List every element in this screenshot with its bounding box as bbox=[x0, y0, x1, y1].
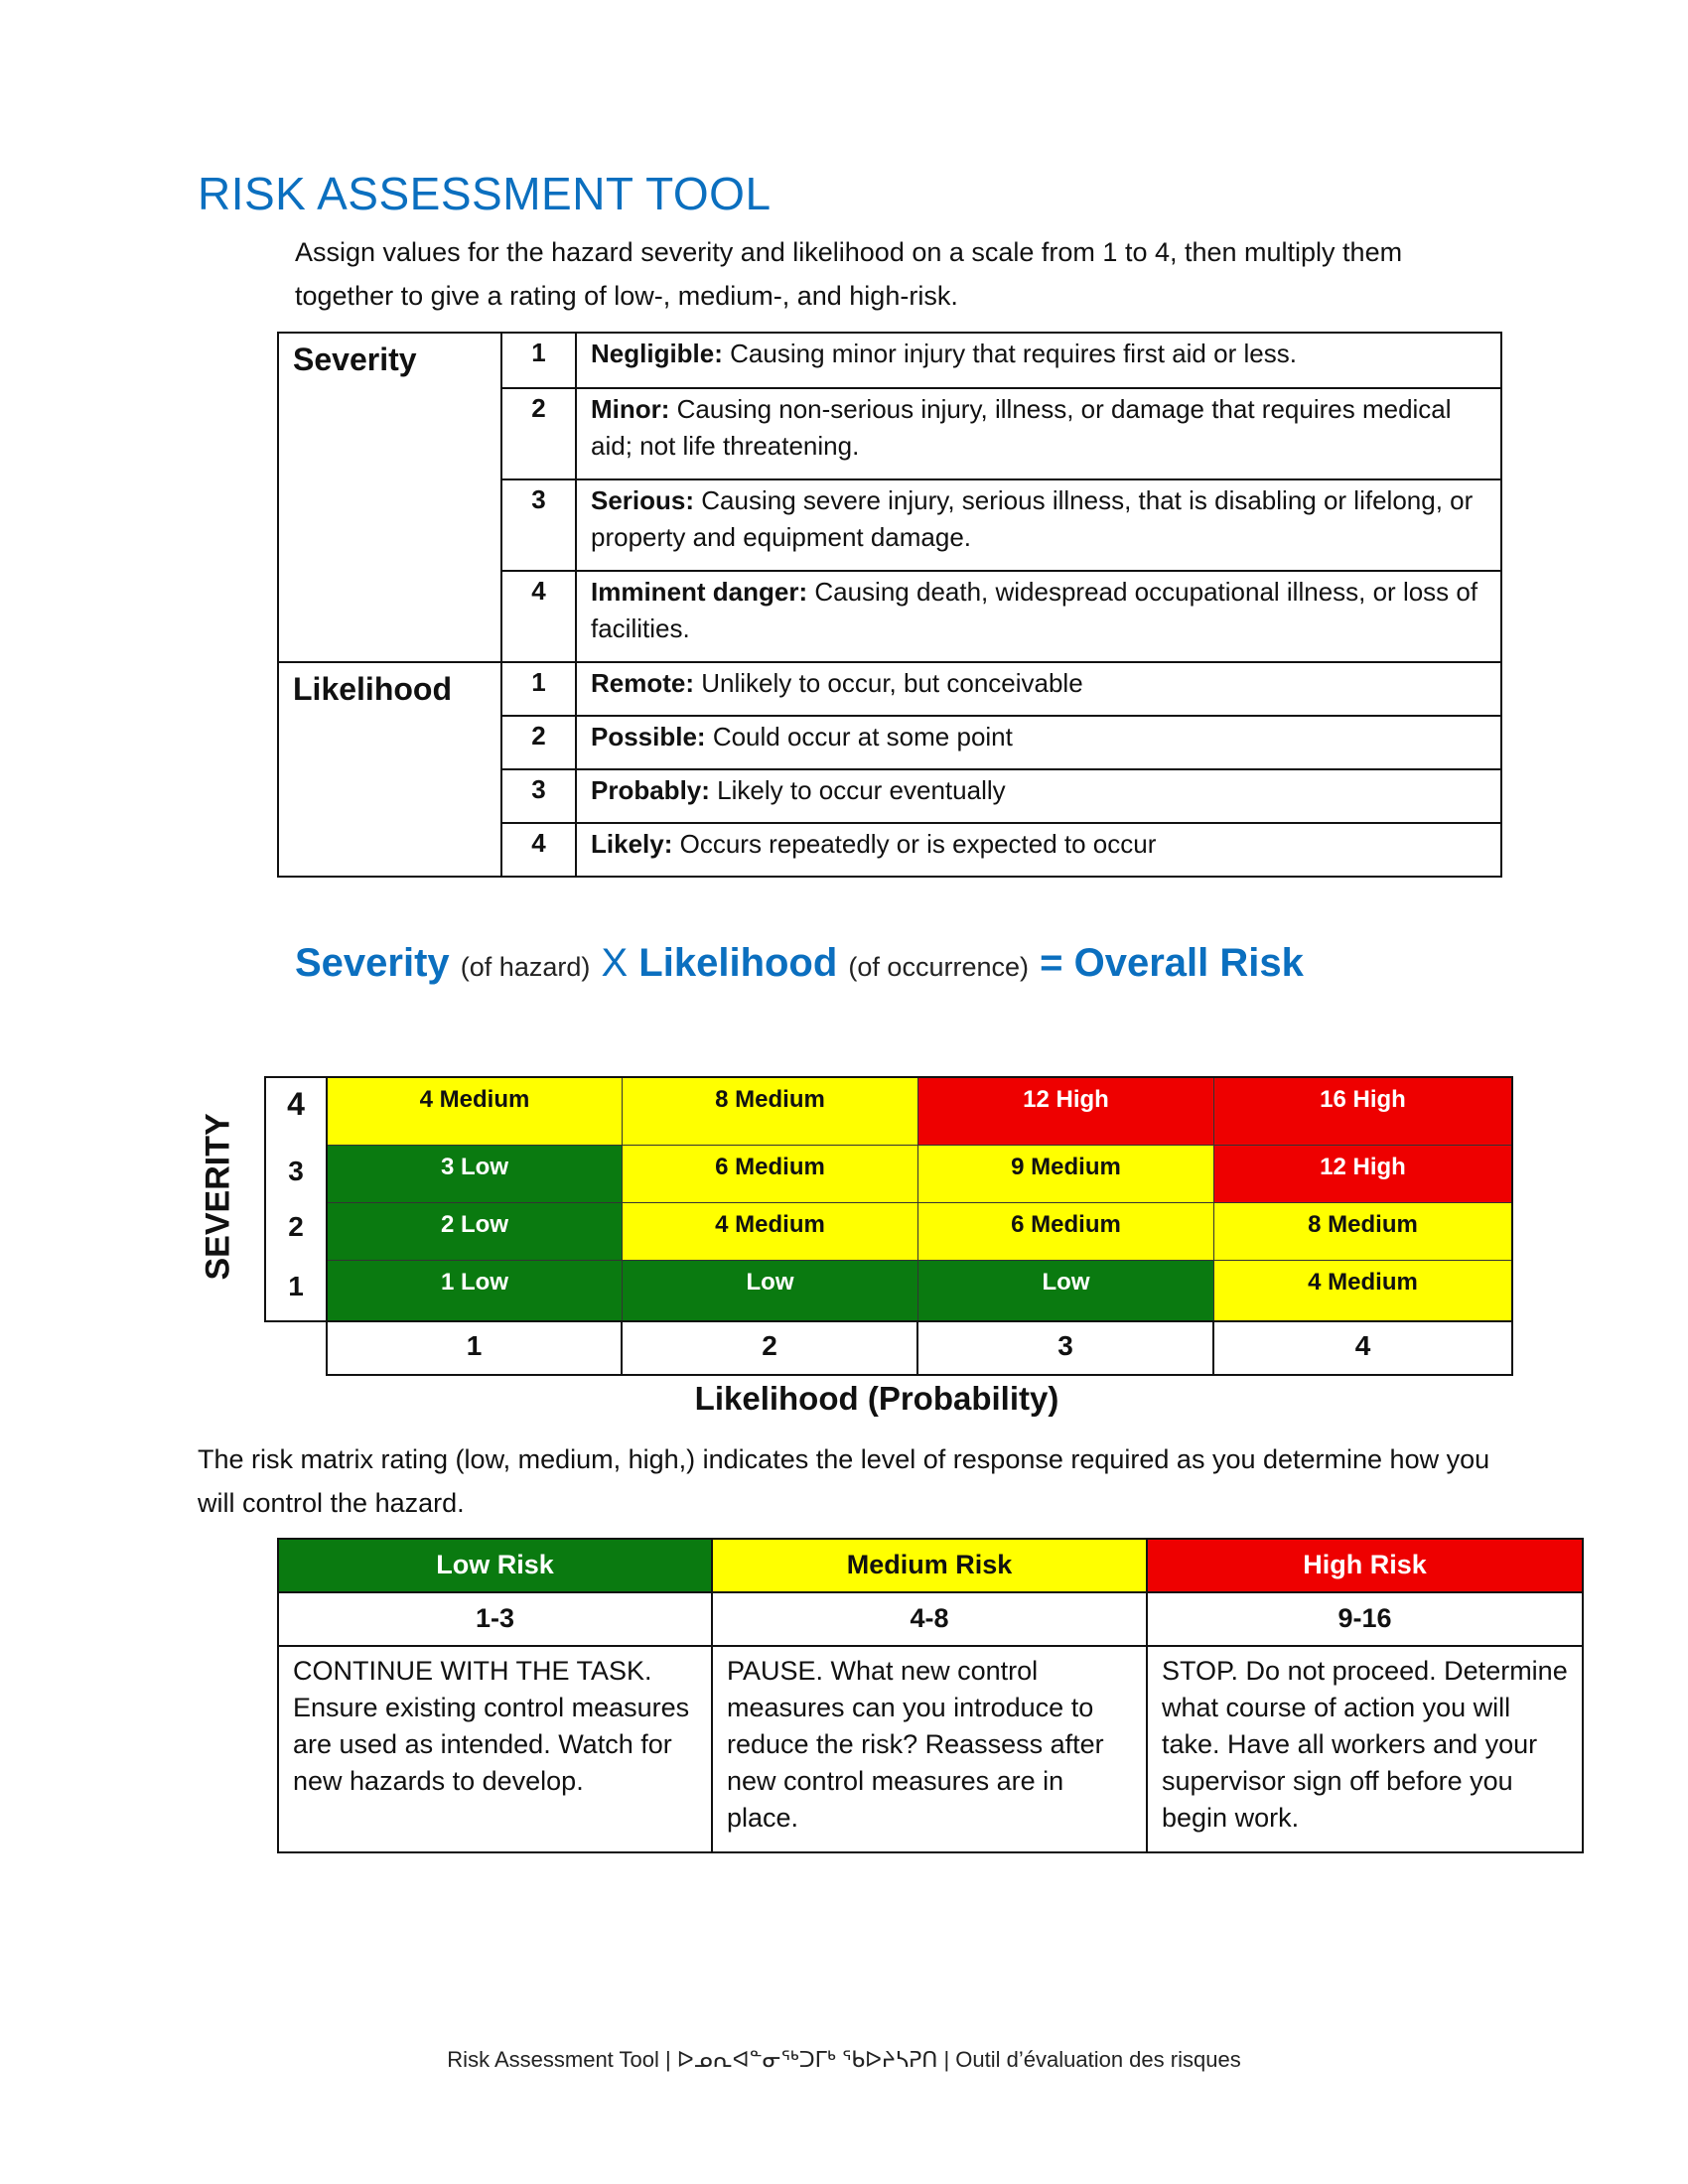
likelihood-num: 3 bbox=[502, 770, 577, 824]
medium-risk-action: PAUSE. What new control measures can you introduce to reduce the risk? Reassess after new control measures are in place. bbox=[727, 1656, 1104, 1833]
likelihood-text: Likely to occur eventually bbox=[709, 775, 1006, 805]
severity-num: 3 bbox=[502, 480, 577, 572]
likelihood-num: 1 bbox=[502, 663, 577, 717]
likelihood-desc bbox=[577, 717, 1500, 770]
row-label: 2 bbox=[288, 1211, 304, 1242]
severity-text: Causing minor injury that requires first aid or less. bbox=[722, 339, 1297, 368]
severity-term: Minor: bbox=[591, 394, 670, 424]
likelihood-text: Could occur at some point bbox=[705, 722, 1013, 751]
medium-risk-column bbox=[713, 1540, 1148, 1851]
severity-term: Serious: bbox=[591, 485, 695, 515]
severity-category-label: Severity bbox=[279, 334, 502, 661]
matrix-cell: Low bbox=[918, 1261, 1214, 1320]
severity-num: 1 bbox=[502, 334, 577, 389]
page-title: RISK ASSESSMENT TOOL bbox=[198, 168, 772, 219]
severity-text: Causing severe injury, serious illness, that is disabling or lifelong, or property and equipment damage. bbox=[591, 485, 1474, 552]
matrix-cell: Low bbox=[623, 1261, 918, 1320]
col-label: 4 bbox=[1354, 1330, 1371, 1361]
matrix-cell: 3 Low bbox=[328, 1146, 623, 1203]
severity-desc bbox=[577, 334, 1500, 389]
severity-desc bbox=[577, 480, 1500, 572]
low-risk-action: CONTINUE WITH THE TASK. Ensure existing control measures are used as intended. Watch for new hazards to develop. bbox=[293, 1656, 690, 1796]
matrix-cell: 1 Low bbox=[328, 1261, 623, 1320]
col-label: 2 bbox=[623, 1320, 918, 1374]
col-label: 1 bbox=[328, 1320, 623, 1374]
matrix-cell: 2 Low bbox=[328, 1203, 623, 1261]
severity-desc bbox=[577, 389, 1500, 480]
matrix-cell: 6 Medium bbox=[918, 1203, 1214, 1261]
matrix-cell: 8 Medium bbox=[623, 1078, 918, 1146]
row-label: 1 bbox=[288, 1271, 304, 1301]
likelihood-term: Likely: bbox=[591, 829, 673, 859]
matrix-cell: 6 Medium bbox=[623, 1146, 918, 1203]
matrix-cell: 8 Medium bbox=[1214, 1203, 1511, 1261]
formula-severity: Severity bbox=[295, 941, 450, 985]
low-risk-column bbox=[279, 1540, 713, 1851]
severity-desc bbox=[577, 572, 1500, 661]
high-risk-range: 9-16 bbox=[1148, 1593, 1582, 1647]
matrix-cell: 16 High bbox=[1214, 1078, 1511, 1146]
risk-matrix bbox=[326, 1076, 1513, 1322]
severity-text: Causing death, widespread occupational illness, or loss of facilities. bbox=[591, 577, 1478, 643]
matrix-note: The risk matrix rating (low, medium, high,) indicates the level of response required as you determine how you will control the hazard. bbox=[198, 1444, 1490, 1518]
severity-axis-label: SEVERITY bbox=[199, 1113, 237, 1281]
row-label: 4 bbox=[287, 1086, 305, 1122]
formula-of-occurrence: (of occurrence) bbox=[848, 952, 1029, 982]
high-risk-column bbox=[1148, 1540, 1582, 1851]
formula-overall-risk: = Overall Risk bbox=[1040, 941, 1304, 985]
risk-formula bbox=[295, 941, 1304, 986]
matrix-cell: 12 High bbox=[918, 1078, 1214, 1146]
formula-of-hazard: (of hazard) bbox=[460, 952, 591, 982]
matrix-cell: 4 Medium bbox=[1214, 1261, 1511, 1320]
likelihood-desc bbox=[577, 824, 1500, 876]
formula-times: X bbox=[601, 941, 629, 985]
severity-term: Imminent danger: bbox=[591, 577, 808, 607]
low-risk-range: 1-3 bbox=[279, 1593, 711, 1647]
likelihood-term: Remote: bbox=[591, 668, 695, 698]
definitions-table bbox=[277, 332, 1502, 878]
likelihood-text: Occurs repeatedly or is expected to occur bbox=[672, 829, 1157, 859]
severity-term: Negligible: bbox=[591, 339, 723, 368]
matrix-cell: 4 Medium bbox=[623, 1203, 918, 1261]
col-label: 3 bbox=[918, 1320, 1214, 1374]
response-table bbox=[277, 1538, 1584, 1853]
likelihood-num: 4 bbox=[502, 824, 577, 876]
likelihood-axis-label: Likelihood (Probability) bbox=[694, 1380, 1059, 1417]
likelihood-axis bbox=[326, 1320, 1513, 1376]
formula-likelihood: Likelihood bbox=[638, 941, 838, 985]
medium-risk-range: 4-8 bbox=[713, 1593, 1146, 1647]
high-risk-header: High Risk bbox=[1148, 1540, 1582, 1593]
likelihood-category-label: Likelihood bbox=[279, 661, 502, 876]
severity-num: 2 bbox=[502, 389, 577, 480]
high-risk-action: STOP. Do not proceed. Determine what course of action you will take. Have all workers and your supervisor sign off before you begin work. bbox=[1162, 1656, 1568, 1833]
severity-text: Causing non-serious injury, illness, or damage that requires medical aid; not life threatening. bbox=[591, 394, 1452, 461]
likelihood-term: Possible: bbox=[591, 722, 706, 751]
likelihood-text: Unlikely to occur, but conceivable bbox=[694, 668, 1083, 698]
matrix-cell: 9 Medium bbox=[918, 1146, 1214, 1203]
matrix-cell: 4 Medium bbox=[328, 1078, 623, 1146]
likelihood-desc bbox=[577, 663, 1500, 717]
likelihood-num: 2 bbox=[502, 717, 577, 770]
likelihood-term: Probably: bbox=[591, 775, 710, 805]
row-label: 3 bbox=[288, 1156, 304, 1186]
likelihood-desc bbox=[577, 770, 1500, 824]
medium-risk-header: Medium Risk bbox=[713, 1540, 1146, 1593]
intro-text: Assign values for the hazard severity and likelihood on a scale from 1 to 4, then multiply them together to give a rating of low-, medium-, and high-risk. bbox=[295, 237, 1403, 311]
severity-row-labels bbox=[264, 1076, 326, 1322]
page-footer: Risk Assessment Tool | ᐅᓄᕆᐊᓐᓂᖅᑐᒥᒃ ᖃᐅᔨᓴᕈᑎ | Outil d’évaluation des risques bbox=[447, 2047, 1241, 2072]
matrix-cell: 12 High bbox=[1214, 1146, 1511, 1203]
severity-num: 4 bbox=[502, 572, 577, 661]
low-risk-header: Low Risk bbox=[279, 1540, 711, 1593]
